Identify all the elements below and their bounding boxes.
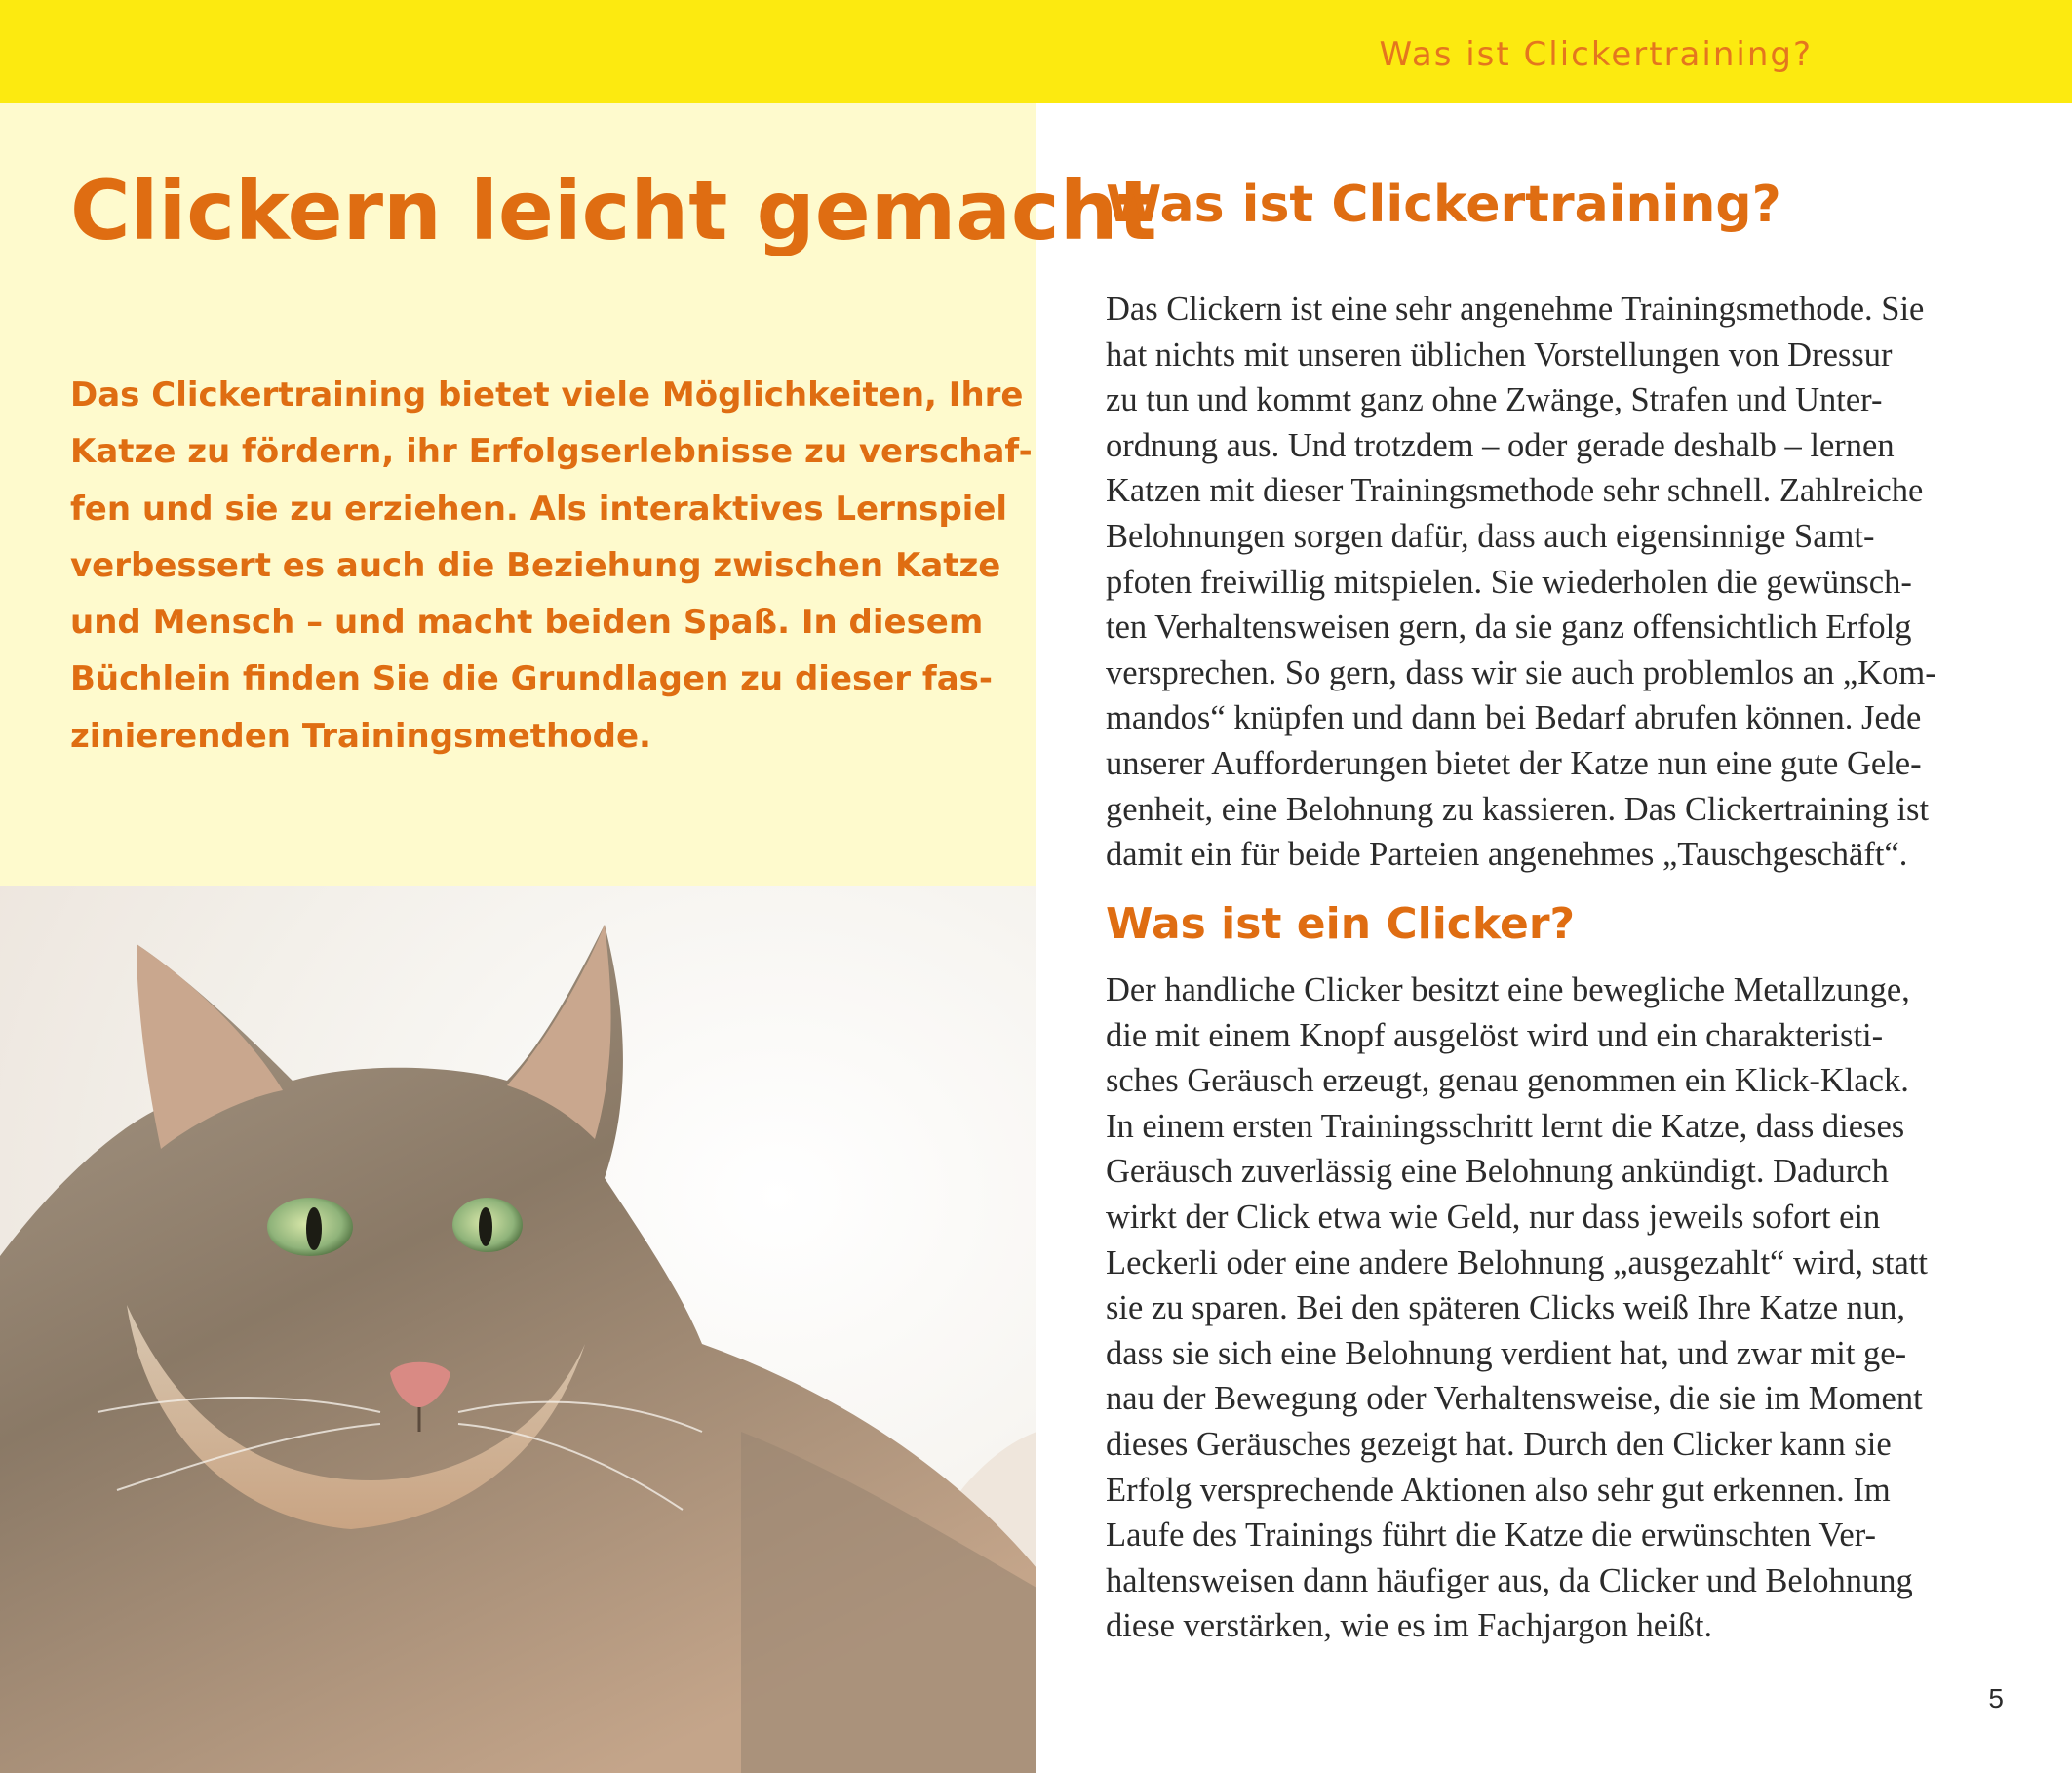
intro-line: zinierenden Trainingsmethode. (70, 716, 651, 756)
body-line: damit ein für beide Parteien angenehmes „Tauschgeschäft“. (1106, 836, 1908, 874)
body-line: Belohnungen sorgen dafür, dass auch eigensinnige Samt- (1106, 517, 1875, 555)
intro-line: Das Clickertraining bietet viele Möglichkeiten, Ihre (70, 375, 1024, 414)
body-line: Katzen mit dieser Trainingsmethode sehr schnell. Zahlreiche (1106, 472, 1924, 510)
body-line: ten Verhaltensweisen gern, da sie ganz offensichtlich Erfolg (1106, 609, 1912, 647)
section-heading-clicker: Was ist ein Clicker? (1106, 899, 1576, 949)
body-line: wirkt der Click etwa wie Geld, nur dass jeweils sofort ein (1106, 1198, 1881, 1236)
section-body-clickertraining (1106, 287, 2013, 878)
page-title: Clickern leicht gemacht (70, 163, 1157, 258)
cat-illustration (0, 886, 1036, 1773)
body-line: sie zu sparen. Bei den späteren Clicks weiß Ihre Katze nun, (1106, 1289, 1906, 1327)
body-line: In einem ersten Trainingsschritt lernt die Katze, dass dieses (1106, 1107, 1905, 1145)
body-line: pfoten freiwillig mitspielen. Sie wiederholen die gewünsch- (1106, 563, 1912, 601)
body-line: versprechen. So gern, dass wir sie auch problemlos an „Kom- (1106, 653, 1936, 691)
body-line: genheit, eine Belohnung zu kassieren. Das Clickertraining ist (1106, 790, 1930, 828)
body-line: diese verstärken, wie es im Fachjargon heißt. (1106, 1607, 1713, 1645)
body-line: hat nichts mit unseren üblichen Vorstellungen von Dressur (1106, 335, 1893, 374)
body-line: zu tun und kommt ganz ohne Zwänge, Strafen und Unter- (1106, 381, 1883, 419)
intro-line: Büchlein finden Sie die Grundlagen zu dieser fas- (70, 659, 993, 699)
body-line: dieses Geräusches gezeigt hat. Durch den Clicker kann sie (1106, 1425, 1892, 1463)
cat-photo (0, 886, 1036, 1773)
intro-line: Katze zu fördern, ihr Erfolgserlebnisse zu verschaf- (70, 432, 1033, 472)
body-line: Leckerli oder eine andere Belohnung „ausgezahlt“ wird, statt (1106, 1243, 1928, 1281)
intro-line: und Mensch – und macht beiden Spaß. In diesem (70, 603, 984, 643)
body-line: Geräusch zuverlässig eine Belohnung ankündigt. Dadurch (1106, 1153, 1889, 1191)
body-line: unserer Aufforderungen bietet der Katze nun eine gute Gele- (1106, 744, 1922, 782)
body-line: ordnung aus. Und trotzdem – oder gerade deshalb – lernen (1106, 426, 1895, 464)
body-line: Erfolg versprechende Aktionen also sehr gut erkennen. Im (1106, 1471, 1891, 1509)
page-number: 5 (1988, 1683, 2004, 1714)
intro-text (70, 367, 1033, 765)
body-line: mandos“ knüpfen und dann bei Bedarf abrufen können. Jede (1106, 699, 1922, 737)
body-line: haltensweisen dann häufiger aus, da Clicker und Belohnung (1106, 1561, 1913, 1599)
running-header: Was ist Clickertraining? (1379, 35, 1813, 74)
intro-line: fen und sie zu erziehen. Als interaktives Lernspiel (70, 489, 1008, 529)
body-line: Der handliche Clicker besitzt eine bewegliche Metallzunge, (1106, 971, 1910, 1008)
body-line: sches Geräusch erzeugt, genau genommen ein Klick-Klack. (1106, 1062, 1909, 1100)
body-line: nau der Bewegung oder Verhaltensweise, die sie im Moment (1106, 1380, 1923, 1418)
intro-line: verbessert es auch die Beziehung zwischen Katze (70, 545, 1001, 585)
body-line: die mit einem Knopf ausgelöst wird und ein charakteristi- (1106, 1016, 1884, 1054)
section-body-clicker (1106, 967, 2013, 1649)
section-heading-clickertraining: Was ist Clickertraining? (1106, 176, 1781, 234)
body-line: Das Clickern ist eine sehr angenehme Trainingsmethode. Sie (1106, 291, 1925, 328)
body-line: dass sie sich eine Belohnung verdient hat, und zwar mit ge- (1106, 1334, 1907, 1372)
body-line: Laufe des Trainings führt die Katze die erwünschten Ver- (1106, 1517, 1877, 1555)
